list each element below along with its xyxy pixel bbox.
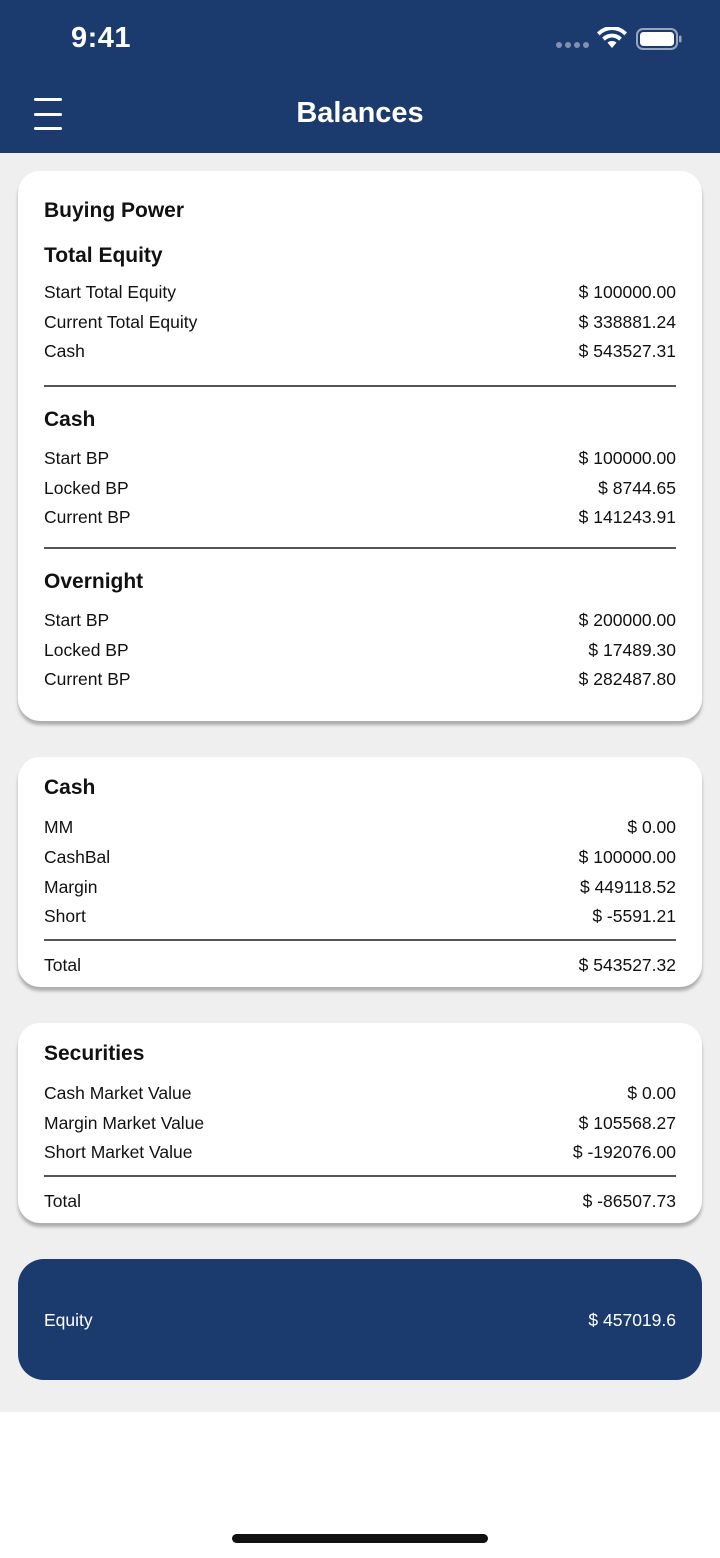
row-label: Current Total Equity (44, 311, 198, 332)
row-label: Start BP (44, 609, 110, 630)
overnight-locked-bp-row (44, 638, 676, 662)
row-value: $ 100000.00 (578, 447, 676, 468)
row-label: Cash (44, 340, 85, 361)
row-value: $ 0.00 (627, 816, 676, 837)
total-equity-title: Total Equity (44, 244, 163, 267)
row-label: CashBal (44, 846, 111, 867)
overnight-start-bp-row (44, 608, 676, 632)
row-label: Short Market Value (44, 1141, 193, 1162)
short-row (44, 904, 676, 928)
cash-total-row (44, 953, 676, 977)
buying-power-card (18, 171, 702, 721)
margin-row (44, 875, 676, 899)
row-value: $ 8744.65 (598, 477, 676, 498)
row-value: $ -192076.00 (572, 1141, 676, 1162)
total-equity-cash-row (44, 339, 676, 363)
equity-value: $ 457019.6 (588, 1309, 676, 1330)
overnight-title: Overnight (44, 570, 144, 593)
equity-summary-card (18, 1259, 702, 1380)
cash-card-title: Cash (44, 776, 96, 799)
row-label: Locked BP (44, 639, 129, 660)
cellular-signal-icon (556, 42, 590, 48)
row-label: Start Total Equity (44, 281, 176, 302)
securities-total-row (44, 1189, 676, 1213)
divider (44, 939, 676, 941)
cash-locked-bp-row (44, 476, 676, 500)
divider (44, 385, 676, 387)
buying-power-title: Buying Power (44, 199, 185, 222)
balances-content[interactable] (0, 153, 720, 1412)
cash-current-bp-row (44, 505, 676, 529)
home-indicator[interactable] (232, 1534, 488, 1543)
row-value: $ 105568.27 (578, 1112, 676, 1133)
row-value: $ 17489.30 (588, 639, 676, 660)
row-value: $ 200000.00 (578, 609, 676, 630)
row-label: Total (44, 954, 81, 975)
equity-label: Equity (44, 1309, 93, 1330)
overnight-current-bp-row (44, 667, 676, 691)
status-time: 9:41 (71, 22, 132, 54)
wifi-icon (597, 27, 627, 49)
securities-card-title: Securities (44, 1042, 145, 1065)
row-label: Margin (44, 876, 98, 897)
row-value: $ -5591.21 (592, 905, 676, 926)
app-header (0, 0, 720, 153)
battery-icon (636, 28, 682, 50)
page-title: Balances (296, 97, 424, 129)
short-market-value-row (44, 1140, 676, 1164)
securities-card (18, 1023, 702, 1223)
row-label: Margin Market Value (44, 1112, 205, 1133)
row-label: MM (44, 816, 74, 837)
row-value: $ 0.00 (627, 1082, 676, 1103)
start-total-equity-row (44, 280, 676, 304)
row-label: Current BP (44, 668, 131, 689)
mm-row (44, 815, 676, 839)
row-value: $ 141243.91 (578, 506, 676, 527)
row-value: $ -86507.73 (582, 1190, 676, 1211)
row-label: Short (44, 905, 86, 926)
divider (44, 1175, 676, 1177)
row-value: $ 543527.32 (578, 954, 676, 975)
divider (44, 547, 676, 549)
row-label: Locked BP (44, 477, 129, 498)
row-label: Current BP (44, 506, 131, 527)
row-value: $ 100000.00 (578, 846, 676, 867)
row-label: Cash Market Value (44, 1082, 192, 1103)
row-value: $ 100000.00 (578, 281, 676, 302)
equity-row (44, 1308, 676, 1332)
row-label: Total (44, 1190, 81, 1211)
row-value: $ 449118.52 (579, 876, 676, 897)
row-value: $ 338881.24 (578, 311, 676, 332)
row-value: $ 282487.80 (578, 668, 676, 689)
cashbal-row (44, 845, 676, 869)
current-total-equity-row (44, 310, 676, 334)
row-label: Start BP (44, 447, 110, 468)
margin-market-value-row (44, 1111, 676, 1135)
cash-market-value-row (44, 1081, 676, 1105)
cash-bp-title: Cash (44, 408, 96, 431)
row-value: $ 543527.31 (578, 340, 676, 361)
cash-start-bp-row (44, 446, 676, 470)
cash-card (18, 757, 702, 987)
